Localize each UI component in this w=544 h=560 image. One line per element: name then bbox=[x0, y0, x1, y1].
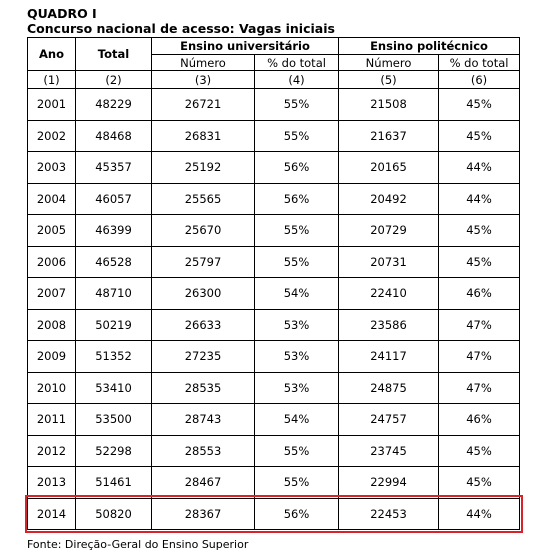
table-row bbox=[28, 372, 520, 404]
cell-total: 45357 bbox=[76, 152, 152, 184]
cell-total: 51352 bbox=[76, 341, 152, 373]
cell-total: 48229 bbox=[76, 89, 152, 121]
vacancies-table bbox=[27, 37, 520, 530]
cell-ano: 2013 bbox=[28, 467, 76, 499]
cell-poli-pct: 44% bbox=[439, 152, 520, 184]
header-index-5: (5) bbox=[339, 71, 439, 89]
cell-univ-numero: 25565 bbox=[152, 183, 255, 215]
cell-poli-pct: 46% bbox=[439, 404, 520, 436]
header-ensino-universitario: Ensino universitário bbox=[152, 38, 339, 55]
table-row bbox=[28, 467, 520, 499]
cell-poli-numero: 22453 bbox=[339, 498, 439, 530]
cell-univ-numero: 28553 bbox=[152, 435, 255, 467]
document-subheading: Concurso nacional de acesso: Vagas iniciais bbox=[27, 21, 335, 36]
cell-univ-pct: 53% bbox=[255, 372, 339, 404]
document-heading: QUADRO I bbox=[27, 6, 97, 21]
header-index-2: (2) bbox=[76, 71, 152, 89]
header-ano: Ano bbox=[28, 38, 76, 71]
cell-univ-pct: 53% bbox=[255, 309, 339, 341]
header-poli-numero: Número bbox=[339, 55, 439, 71]
cell-univ-pct: 54% bbox=[255, 278, 339, 310]
cell-total: 53500 bbox=[76, 404, 152, 436]
cell-poli-pct: 44% bbox=[439, 498, 520, 530]
cell-univ-numero: 28467 bbox=[152, 467, 255, 499]
cell-univ-numero: 25192 bbox=[152, 152, 255, 184]
cell-ano: 2004 bbox=[28, 183, 76, 215]
cell-ano: 2010 bbox=[28, 372, 76, 404]
cell-univ-numero: 28743 bbox=[152, 404, 255, 436]
cell-univ-numero: 26300 bbox=[152, 278, 255, 310]
table-row bbox=[28, 309, 520, 341]
cell-poli-numero: 23586 bbox=[339, 309, 439, 341]
cell-poli-numero: 21637 bbox=[339, 120, 439, 152]
cell-poli-numero: 20165 bbox=[339, 152, 439, 184]
table-row bbox=[28, 246, 520, 278]
cell-total: 53410 bbox=[76, 372, 152, 404]
cell-univ-numero: 26831 bbox=[152, 120, 255, 152]
cell-poli-numero: 20729 bbox=[339, 215, 439, 247]
table-row bbox=[28, 278, 520, 310]
header-index-1: (1) bbox=[28, 71, 76, 89]
cell-poli-pct: 47% bbox=[439, 341, 520, 373]
cell-poli-pct: 46% bbox=[439, 278, 520, 310]
cell-univ-numero: 28535 bbox=[152, 372, 255, 404]
cell-poli-pct: 45% bbox=[439, 467, 520, 499]
cell-poli-pct: 45% bbox=[439, 435, 520, 467]
cell-ano: 2006 bbox=[28, 246, 76, 278]
table-header-row-indices bbox=[28, 71, 520, 89]
header-poli-pct: % do total bbox=[439, 55, 520, 71]
cell-univ-pct: 56% bbox=[255, 183, 339, 215]
cell-univ-numero: 27235 bbox=[152, 341, 255, 373]
cell-univ-numero: 28367 bbox=[152, 498, 255, 530]
cell-ano: 2002 bbox=[28, 120, 76, 152]
cell-poli-numero: 24757 bbox=[339, 404, 439, 436]
cell-poli-numero: 23745 bbox=[339, 435, 439, 467]
cell-poli-numero: 24117 bbox=[339, 341, 439, 373]
source-note: Fonte: Direção-Geral do Ensino Superior bbox=[27, 538, 249, 551]
cell-poli-numero: 20492 bbox=[339, 183, 439, 215]
cell-univ-pct: 55% bbox=[255, 89, 339, 121]
cell-poli-pct: 45% bbox=[439, 89, 520, 121]
cell-ano: 2005 bbox=[28, 215, 76, 247]
cell-poli-numero: 24875 bbox=[339, 372, 439, 404]
cell-total: 48710 bbox=[76, 278, 152, 310]
cell-ano: 2007 bbox=[28, 278, 76, 310]
cell-poli-numero: 22410 bbox=[339, 278, 439, 310]
cell-univ-pct: 55% bbox=[255, 120, 339, 152]
cell-univ-pct: 56% bbox=[255, 152, 339, 184]
cell-ano: 2014 bbox=[28, 498, 76, 530]
header-ensino-politecnico: Ensino politécnico bbox=[339, 38, 520, 55]
header-index-3: (3) bbox=[152, 71, 255, 89]
table-row bbox=[28, 341, 520, 373]
cell-ano: 2011 bbox=[28, 404, 76, 436]
document-title-block bbox=[27, 6, 335, 36]
cell-univ-numero: 26633 bbox=[152, 309, 255, 341]
header-index-6: (6) bbox=[439, 71, 520, 89]
table-row bbox=[28, 183, 520, 215]
cell-total: 50820 bbox=[76, 498, 152, 530]
cell-univ-pct: 54% bbox=[255, 404, 339, 436]
cell-total: 46399 bbox=[76, 215, 152, 247]
table-row bbox=[28, 120, 520, 152]
cell-ano: 2003 bbox=[28, 152, 76, 184]
cell-univ-pct: 56% bbox=[255, 498, 339, 530]
cell-ano: 2009 bbox=[28, 341, 76, 373]
cell-poli-numero: 20731 bbox=[339, 246, 439, 278]
cell-univ-numero: 26721 bbox=[152, 89, 255, 121]
cell-poli-numero: 21508 bbox=[339, 89, 439, 121]
cell-poli-pct: 45% bbox=[439, 246, 520, 278]
header-index-4: (4) bbox=[255, 71, 339, 89]
cell-ano: 2008 bbox=[28, 309, 76, 341]
cell-univ-numero: 25797 bbox=[152, 246, 255, 278]
cell-poli-pct: 45% bbox=[439, 120, 520, 152]
cell-poli-pct: 47% bbox=[439, 372, 520, 404]
table-row bbox=[28, 215, 520, 247]
cell-univ-pct: 53% bbox=[255, 341, 339, 373]
header-total: Total bbox=[76, 38, 152, 71]
cell-univ-numero: 25670 bbox=[152, 215, 255, 247]
cell-total: 52298 bbox=[76, 435, 152, 467]
cell-ano: 2001 bbox=[28, 89, 76, 121]
cell-poli-numero: 22994 bbox=[339, 467, 439, 499]
cell-poli-pct: 44% bbox=[439, 183, 520, 215]
cell-univ-pct: 55% bbox=[255, 467, 339, 499]
table-row bbox=[28, 152, 520, 184]
cell-total: 48468 bbox=[76, 120, 152, 152]
cell-poli-pct: 47% bbox=[439, 309, 520, 341]
cell-univ-pct: 55% bbox=[255, 215, 339, 247]
table-body bbox=[28, 89, 520, 530]
cell-univ-pct: 55% bbox=[255, 246, 339, 278]
table-row bbox=[28, 435, 520, 467]
cell-total: 50219 bbox=[76, 309, 152, 341]
header-univ-pct: % do total bbox=[255, 55, 339, 71]
cell-total: 51461 bbox=[76, 467, 152, 499]
cell-univ-pct: 55% bbox=[255, 435, 339, 467]
table-row bbox=[28, 498, 520, 530]
table-row bbox=[28, 404, 520, 436]
cell-total: 46528 bbox=[76, 246, 152, 278]
table-header-row-groups bbox=[28, 38, 520, 55]
table-row bbox=[28, 89, 520, 121]
cell-total: 46057 bbox=[76, 183, 152, 215]
header-univ-numero: Número bbox=[152, 55, 255, 71]
cell-ano: 2012 bbox=[28, 435, 76, 467]
cell-poli-pct: 45% bbox=[439, 215, 520, 247]
